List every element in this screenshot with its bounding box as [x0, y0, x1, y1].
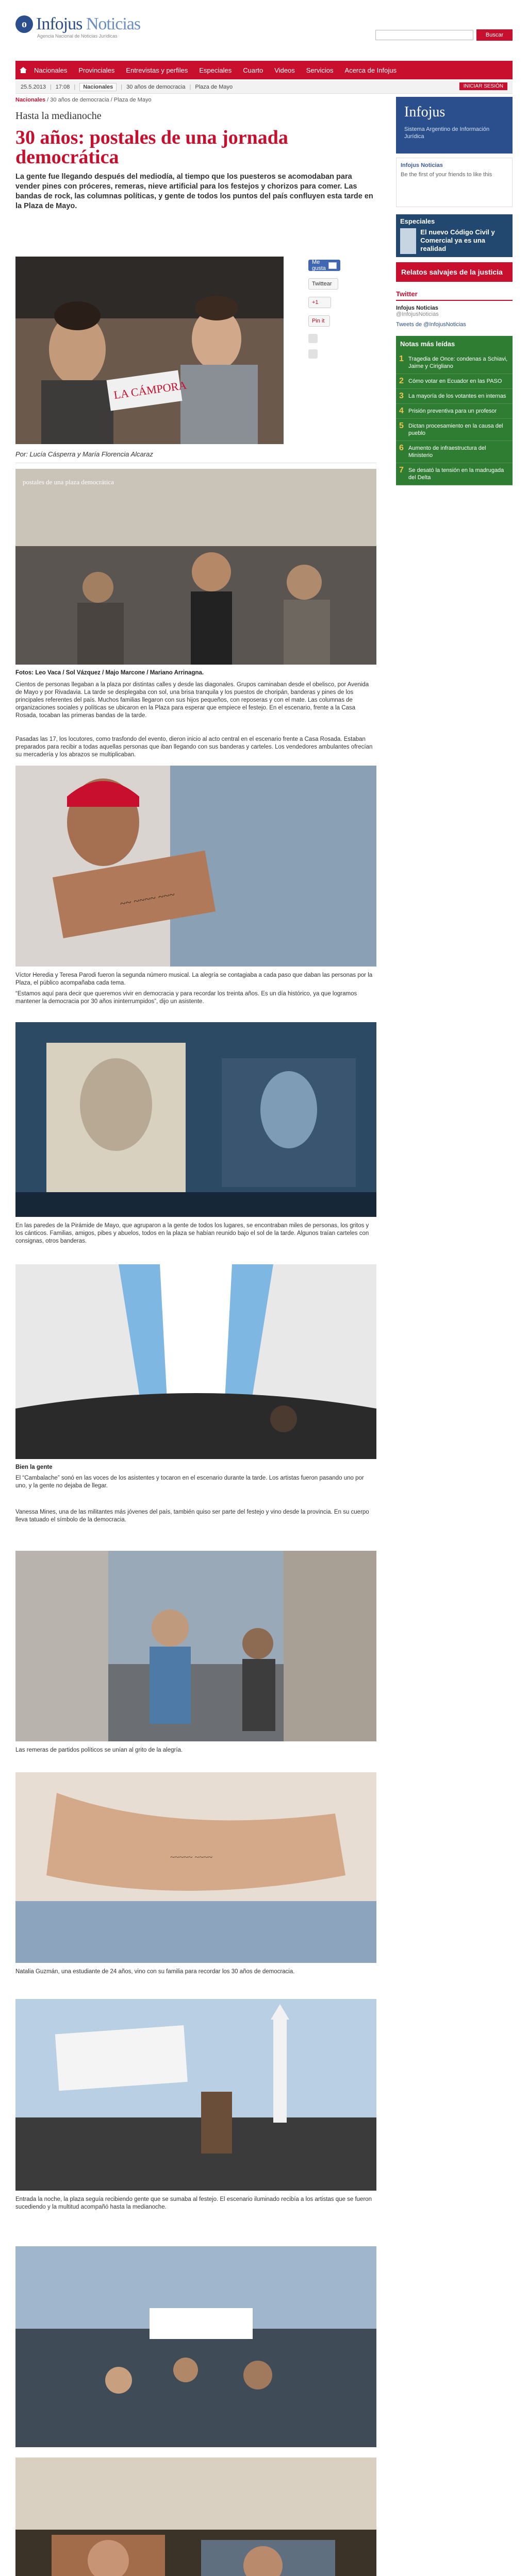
facebook-like-label: Me gusta — [312, 259, 326, 272]
nav-item-servicios[interactable]: Servicios — [306, 66, 334, 74]
gallery-photo-5[interactable] — [15, 1551, 376, 1741]
date-label: 25.5.2013 — [21, 83, 46, 90]
tweet-1-name: Infojus Noticias — [396, 305, 438, 311]
nota-item[interactable]: 5 Dictan procesamiento en la causa del pueblo — [396, 419, 513, 441]
article-kicker: Hasta la medianoche — [15, 110, 102, 122]
email-icon[interactable] — [308, 349, 318, 359]
main-nav — [15, 61, 513, 79]
paragraph-3: Víctor Heredia y Teresa Parodi fueron la segunda número musical. La alegría se contagiaba a cada paso que daban las personas por la Plaza, el público acompañaba cada tema. — [15, 972, 373, 986]
especial-2-title: Relatos salvajes de la justicia — [401, 268, 503, 276]
article-title: 30 años: postales de una jornada democrática — [15, 127, 288, 168]
search-input[interactable] — [375, 30, 473, 40]
gallery-photo-9[interactable] — [15, 2458, 376, 2576]
gallery-photo-6[interactable] — [15, 1772, 376, 1963]
facebook-like-button[interactable] — [308, 260, 340, 271]
breadcrumb-section[interactable]: Nacionales — [15, 97, 46, 103]
gallery-photo-1[interactable] — [15, 469, 376, 665]
facebook-box-name[interactable]: Infojus Noticias — [401, 162, 443, 168]
twitter-tweet-button[interactable] — [308, 278, 338, 290]
nota-item[interactable]: 2 Cómo votar en Ecuador en las PASO — [396, 374, 513, 389]
pinterest-label: Pin it — [312, 318, 325, 324]
gplus-button[interactable] — [308, 297, 331, 308]
twitter-title: Twitter — [396, 290, 513, 301]
paragraph-8: Las remeras de partidos políticos se unían al grito de la alegría. — [15, 1747, 183, 1753]
gallery-photo-8[interactable] — [15, 2246, 376, 2447]
login-button[interactable]: INICIAR SESIÓN — [459, 82, 507, 90]
site-header — [0, 0, 528, 61]
twitter-box — [396, 290, 513, 328]
site-tagline: Agencia Nacional de Noticias Jurídicas — [37, 33, 118, 39]
paragraph-5: En las paredes de la Pirámide de Mayo, que agruparon a la gente de todos los lugares, se encontraban miles de personas, los gritos y los cánticos. Familias, amigos, pibes y abuelos, todos en la plaza se habían reunido bajo el sol de la tarde. Algunos traían carteles con consignas, otros banderas. — [15, 1223, 369, 1244]
site-logo[interactable] — [15, 14, 140, 34]
nav-item-entrevistas[interactable]: Entrevistas y perfiles — [126, 66, 188, 74]
breadcrumb: Nacionales / 30 años de democracia / Plaza de Mayo — [15, 97, 152, 103]
especiales-title: Especiales — [400, 217, 435, 225]
twitter-label: Twittear — [312, 281, 332, 287]
paragraph-2: Pasadas las 17, los locutores, como trasfondo del evento, dieron inicio al acto central en el escenario frente a Casa Rosada. Estaban preparados para recibir a todas aquellas personas que iban llegando con sus banderas y carteles. Los vendedores ambulantes ofrecían su mercadería y los abrazos se multiplicaban. — [15, 736, 373, 758]
facebook-like-count: 0 — [328, 262, 337, 269]
nota-item[interactable]: 6 Aumento de infraestructura del Ministerio — [396, 441, 513, 463]
especial-1[interactable] — [400, 228, 508, 254]
svg-text:LA CÁMPORA: LA CÁMPORA — [112, 378, 188, 402]
svg-text:~~ ~~~~ ~~~: ~~ ~~~~ ~~~ — [119, 889, 176, 910]
facebook-box — [396, 158, 513, 207]
nota-item[interactable]: 7 Se desató la tensión en la madrugada del Delta — [396, 463, 513, 485]
facebook-box-line: Be the first of your friends to like this — [401, 172, 492, 178]
photo-credits: Fotos: Leo Vaca / Sol Vázquez / Majo Marcone / Mariano Arrinagna. — [15, 670, 204, 676]
share-box — [308, 260, 376, 365]
breadcrumb-trail[interactable]: 30 años de democracia / Plaza de Mayo — [50, 97, 152, 103]
banner-subtitle: Sistema Argentino de Información Jurídica — [404, 126, 490, 140]
paragraph-1: Cientos de personas llegaban a la plaza por distintas calles y desde las diagonales. Grupos caminaban desde el obelisco, por Avenida de Mayo y por Rivadavia. La tarde se desplegaba con sol, una brisa tranquila y los puestos de choripán, banderas y pines de los principales referentes del país. Muchos familias llegaron con sus hijos pequeños, con reposeras y con el mate. Las columnas de organizaciones sociales y políticas se ubicaron en la Plaza para esperar que empiece el festejo. En el escenario, frente a la Casa Rosada, tocaban las primeras bandas de la tarde. — [15, 682, 369, 719]
especial-2[interactable] — [396, 262, 513, 282]
home-icon[interactable] — [20, 67, 27, 73]
paragraph-6: El “Cambalache” sonó en las voces de los asistentes y tocaron en el escenario durante la tarde. Los artistas fueron pasando uno por uno, y la gente no dejaba de llegar. — [15, 1475, 364, 1489]
gallery-photo-4-image — [15, 1264, 376, 1459]
logo-text: Infojus Noticias — [36, 14, 141, 33]
nav-item-nacionales[interactable]: Nacionales — [34, 66, 68, 74]
hero-photo[interactable] — [15, 257, 284, 444]
paragraph-9: Natalia Guzmán, una estudiante de 24 años, vino con su familia para recordar los 30 años de democracia. — [15, 1969, 295, 1975]
nota-item[interactable]: 3 La mayoría de los votantes en internas — [396, 389, 513, 404]
tweet-1-handle: @InfojusNoticias — [396, 311, 439, 317]
svg-text:~~~~~ ~~~~: ~~~~~ ~~~~ — [170, 1853, 212, 1862]
sidebar-banner[interactable] — [396, 97, 513, 154]
search-button[interactable]: Buscar — [476, 29, 513, 41]
sub-bar: 25.5.2013 | 17:08 | Nacionales | 30 años de democracia | Plaza de Mayo INICIAR SESIÓN — [15, 80, 513, 94]
gallery-photo-2[interactable] — [15, 766, 376, 967]
gplus-label: +1 — [312, 299, 319, 306]
nav-item-cuarto[interactable]: Cuarto — [243, 66, 263, 74]
gallery-photo-3[interactable] — [15, 1022, 376, 1217]
nota-item[interactable]: 4 Prisión preventiva para un profesor — [396, 404, 513, 419]
subbar-link-2[interactable]: Plaza de Mayo — [195, 83, 233, 90]
article-lead: La gente fue llegando después del mediodía, al tiempo que los puesteros se acomodaban para vender pines con próceres, remeras, nieve artificial para los festejos y chorizos para comer. Las bandas de rock, las columnas políticas, y gente de todos los puntos del país confluyen esta tarde en la Plaza de Mayo. — [15, 173, 373, 210]
nota-item[interactable]: 1 Tragedia de Once: condenas a Schiavi, Jaime y Cirigliano — [396, 352, 513, 374]
gallery-photo-4[interactable] — [15, 1264, 376, 1459]
section-head-1: Bien la gente — [15, 1464, 53, 1470]
especial-1-title: El nuevo Código Civil y Comercial ya es una realidad — [420, 228, 495, 252]
banner-title: Infojus — [404, 104, 446, 120]
time-label: 17:08 — [55, 83, 70, 90]
nav-item-acerca[interactable]: Acerca de Infojus — [344, 66, 397, 74]
subbar-link-1[interactable]: 30 años de democracia — [126, 83, 186, 90]
nav-item-videos[interactable]: Videos — [274, 66, 295, 74]
print-icon[interactable] — [308, 334, 318, 343]
article-byline: Por: Lucía Cásperra y María Florencia Alcaraz — [15, 450, 153, 458]
gallery-photo-3-image — [15, 1022, 376, 1217]
gallery-photo-7[interactable] — [15, 1999, 376, 2191]
logo-mark: o — [15, 15, 33, 33]
gallery-photo-1-image — [15, 469, 376, 665]
notas-box — [396, 336, 513, 485]
section-tag[interactable]: Nacionales — [79, 83, 117, 91]
gallery-photo-6-image — [15, 1772, 376, 1963]
tweets-link[interactable]: Tweets de @InfojusNoticias — [396, 321, 466, 328]
photo-badge: postales de una plaza democrática — [23, 478, 114, 486]
gallery-photo-9-image — [15, 2458, 376, 2576]
gallery-photo-8-image — [15, 2246, 376, 2447]
sidebar — [396, 97, 513, 485]
gallery-photo-5-image — [15, 1551, 376, 1741]
nav-item-especiales[interactable]: Especiales — [199, 66, 232, 74]
gallery-photo-7-image — [15, 1999, 376, 2191]
gallery-photo-2-image — [15, 766, 376, 967]
nav-item-provinciales[interactable]: Provinciales — [78, 66, 115, 74]
pinterest-button[interactable] — [308, 315, 330, 327]
paragraph-4: “Estamos aquí para decir que queremos vivir en democracia y para recordar los treinta años. Es un día histórico, ya que logramos mantener la democracia por 30 años ininterrumpidos”, dijo un asistente. — [15, 991, 357, 1005]
tweet-1[interactable] — [396, 301, 513, 321]
hero-photo-image — [15, 257, 284, 444]
especiales-box — [396, 214, 513, 257]
paragraph-7: Vanessa Mines, una de las militantes más jóvenes del país, también quiso ser parte del festejo y vino desde la provincia. En su cuerpo lleva tatuado el símbolo de la democracia. — [15, 1509, 369, 1523]
paragraph-10: Entrada la noche, la plaza seguía recibiendo gente que se sumaba al festejo. El escenario iluminado recibía a los artistas que se fueron sucediendo y la multitud acompañó hasta la medianoche. — [15, 2196, 372, 2210]
especial-1-image — [400, 228, 416, 254]
notas-title: Notas más leídas — [400, 340, 455, 348]
